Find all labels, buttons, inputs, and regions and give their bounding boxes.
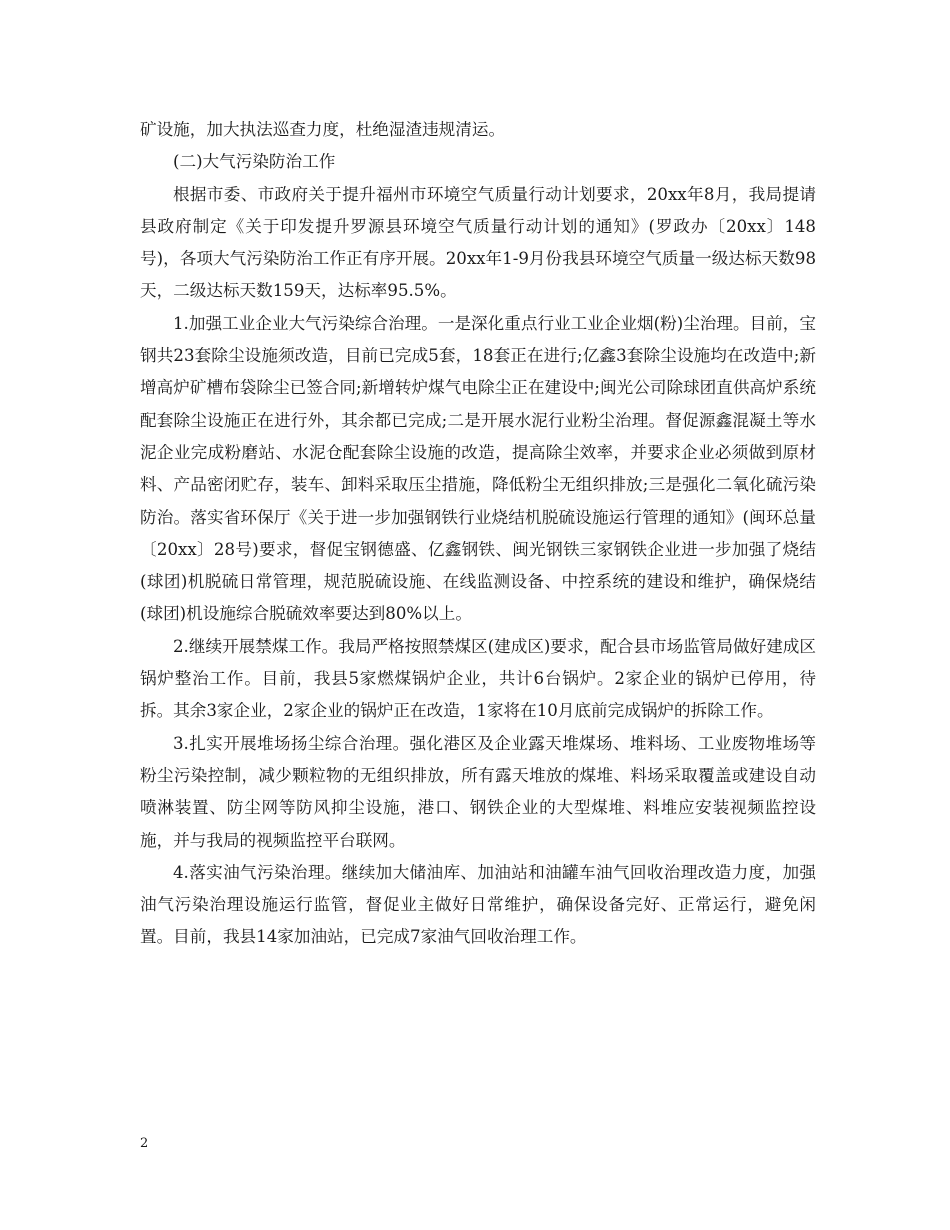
document-body	[140, 114, 816, 954]
section-heading: (二)大气污染防治工作	[173, 152, 336, 172]
paragraph-continuation: 矿设施，加大执法巡查力度，杜绝湿渣违规清运。	[140, 120, 506, 139]
page-number: 2	[140, 1136, 149, 1151]
paragraph-item-1: 1.加强工业企业大气污染综合治理。一是深化重点行业工业企业烟(粉)尘治理。目前，宝钢共23套除尘设施须改造，目前已完成5套，18套正在进行;亿鑫3套除尘设施均在改造中;新增高炉矿槽布袋除尘已签合同;新增转炉煤气电除尘正在建设中;闽光公司除球团直供高炉系统配套除尘设施正在进行外，其余都已完成;二是开展水泥行业粉尘治理。督促源鑫混凝土等水泥企业完成粉磨站、水泥仓配套除尘设施的改造，提高除尘效率，并要求企业必须做到原材料、产品密闭贮存，装车、卸料采取压尘措施，降低粉尘无组织排放;三是强化二氧化硫污染防治。落实省环保厅《关于进一步加强钢铁行业烧结机脱硫设施运行管理的通知》(闽环总量〔20xx〕28号)要求，督促宝钢德盛、亿鑫钢铁、闽光钢铁三家钢铁企业进一步加强了烧结(球团)机脱硫日常管理，规范脱硫设施、在线监测设备、中控系统的建设和维护，确保烧结(球团)机设施综合脱硫效率要达到80%以上。	[140, 313, 816, 624]
paragraph-item-4: 4.落实油气污染治理。继续加大储油库、加油站和油罐车油气回收治理改造力度，加强油气污染治理设施运行监管，督促业主做好日常维护，确保设备完好、正常运行，避免闲置。目前，我县14家加油站，已完成7家油气回收治理工作。	[140, 862, 816, 947]
paragraph-item-2: 2.继续开展禁煤工作。我局严格按照禁煤区(建成区)要求，配合县市场监管局做好建成区锅炉整治工作。目前，我县5家燃煤锅炉企业，共计6台锅炉。2家企业的锅炉已停用，待拆。其余3家企业，2家企业的锅炉正在改造，1家将在10月底前完成锅炉的拆除工作。	[140, 636, 816, 721]
paragraph-intro: 根据市委、市政府关于提升福州市环境空气质量行动计划要求，20xx年8月，我局提请县政府制定《关于印发提升罗源县环境空气质量行动计划的通知》(罗政办〔20xx〕148号)，各项大气污染防治工作正有序开展。20xx年1-9月份我县环境空气质量一级达标天数98天，二级达标天数159天，达标率95.5%。	[140, 184, 816, 301]
paragraph-item-3: 3.扎实开展堆场扬尘综合治理。强化港区及企业露天堆煤场、堆料场、工业废物堆场等粉尘污染控制，减少颗粒物的无组织排放，所有露天堆放的煤堆、料场采取覆盖或建设自动喷淋装置、防尘网等防风抑尘设施，港口、钢铁企业的大型煤堆、料堆应安装视频监控设施，并与我局的视频监控平台联网。	[140, 733, 816, 850]
